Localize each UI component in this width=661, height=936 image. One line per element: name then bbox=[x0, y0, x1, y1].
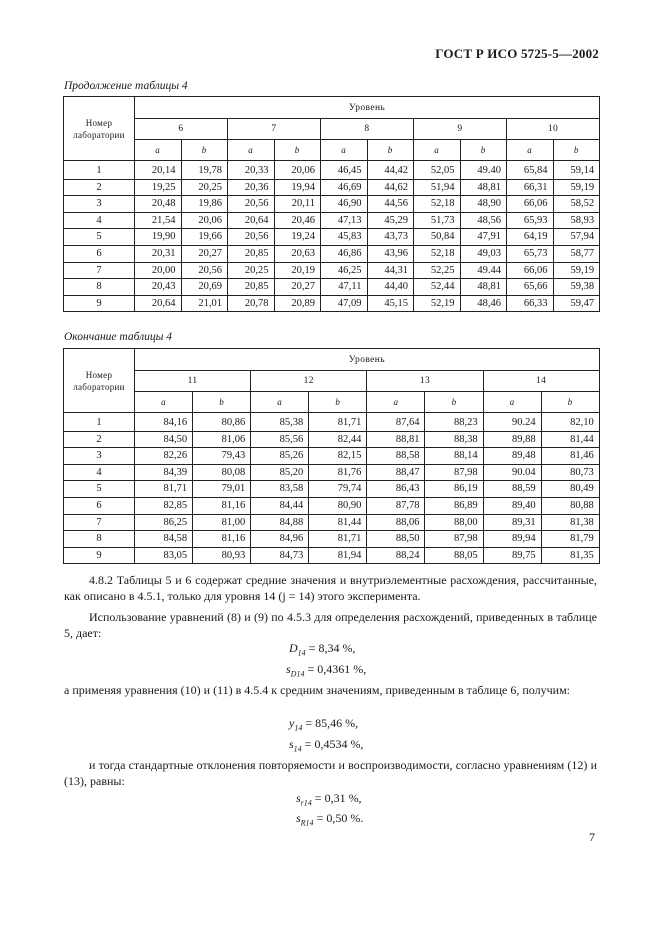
table-row bbox=[64, 161, 600, 180]
subcolumn-a: a bbox=[321, 140, 368, 161]
value-cell: 89,48 bbox=[483, 448, 541, 465]
eq-symbol: s bbox=[289, 737, 294, 751]
value-cell: 89,94 bbox=[483, 531, 541, 548]
equation-d14 bbox=[289, 641, 355, 657]
value-cell: 80,49 bbox=[541, 481, 599, 498]
value-cell: 47,11 bbox=[321, 279, 368, 296]
value-cell: 88,23 bbox=[425, 413, 483, 432]
subcolumn-b: b bbox=[309, 392, 367, 413]
value-cell: 20,14 bbox=[135, 161, 182, 180]
value-cell: 19,94 bbox=[274, 179, 321, 196]
lab-number-cell: 8 bbox=[64, 279, 135, 296]
data-table-part1 bbox=[63, 96, 600, 312]
value-cell: 44,40 bbox=[367, 279, 414, 296]
equation-y14 bbox=[289, 716, 358, 732]
lab-number-cell: 1 bbox=[64, 413, 135, 432]
value-cell: 52,19 bbox=[414, 295, 461, 312]
table-row bbox=[64, 179, 600, 196]
data-table-part2 bbox=[63, 348, 600, 564]
equation-s14 bbox=[289, 737, 363, 753]
value-cell: 20,48 bbox=[135, 196, 182, 213]
value-cell: 46,90 bbox=[321, 196, 368, 213]
lab-number-cell: 6 bbox=[64, 245, 135, 262]
level-number: 14 bbox=[483, 371, 599, 392]
value-cell: 84,73 bbox=[251, 547, 309, 564]
subcolumn-b: b bbox=[193, 392, 251, 413]
value-cell: 20,64 bbox=[228, 212, 275, 229]
value-cell: 83,58 bbox=[251, 481, 309, 498]
subcolumn-a: a bbox=[414, 140, 461, 161]
value-cell: 89,40 bbox=[483, 497, 541, 514]
value-cell: 20,56 bbox=[181, 262, 228, 279]
value-cell: 49.44 bbox=[460, 262, 507, 279]
eq-value: = 0,4361 %, bbox=[304, 662, 367, 676]
eq-symbol: D bbox=[289, 641, 298, 655]
subcolumn-b: b bbox=[367, 140, 414, 161]
lab-number-cell: 9 bbox=[64, 547, 135, 564]
eq-value: = 0,4534 %, bbox=[301, 737, 364, 751]
value-cell: 82,26 bbox=[135, 448, 193, 465]
level-number: 10 bbox=[507, 119, 600, 140]
value-cell: 81,00 bbox=[193, 514, 251, 531]
subcolumn-b: b bbox=[460, 140, 507, 161]
value-cell: 59,19 bbox=[553, 262, 600, 279]
value-cell: 88,58 bbox=[367, 448, 425, 465]
value-cell: 20,78 bbox=[228, 295, 275, 312]
value-cell: 48,90 bbox=[460, 196, 507, 213]
subcolumn-b: b bbox=[541, 392, 599, 413]
eq-value: = 8,34 %, bbox=[305, 641, 356, 655]
table-row bbox=[64, 212, 600, 229]
paragraph-equations-10-11: а применяя уравнения (10) и (11) в 4.5.4 к средним значениям, приведенным в таблице 6, получим: bbox=[64, 683, 570, 697]
value-cell: 88,81 bbox=[367, 431, 425, 448]
table-row bbox=[64, 229, 600, 246]
value-cell: 87,64 bbox=[367, 413, 425, 432]
value-cell: 48,46 bbox=[460, 295, 507, 312]
eq-symbol: y bbox=[289, 716, 295, 730]
table-row bbox=[64, 497, 600, 514]
level-header: Уровень bbox=[135, 349, 600, 371]
value-cell: 44,56 bbox=[367, 196, 414, 213]
paragraph-std-deviations: и тогда стандартные отклонения повторяемости и воспроизводимости, согласно уравнениям (12) и (13), равны: bbox=[64, 758, 597, 788]
value-cell: 20,85 bbox=[228, 279, 275, 296]
value-cell: 20,85 bbox=[228, 245, 275, 262]
table-row bbox=[64, 262, 600, 279]
equation-sR14 bbox=[296, 811, 363, 827]
table-row bbox=[64, 514, 600, 531]
lab-number-cell: 4 bbox=[64, 464, 135, 481]
subcolumn-a: a bbox=[228, 140, 275, 161]
value-cell: 20,63 bbox=[274, 245, 321, 262]
value-cell: 86,25 bbox=[135, 514, 193, 531]
value-cell: 82,85 bbox=[135, 497, 193, 514]
value-cell: 52,44 bbox=[414, 279, 461, 296]
subcolumn-a: a bbox=[135, 392, 193, 413]
table-row bbox=[64, 547, 600, 564]
table-row bbox=[64, 279, 600, 296]
eq-subscript: 14 bbox=[293, 744, 302, 754]
value-cell: 49.40 bbox=[460, 161, 507, 180]
value-cell: 89,75 bbox=[483, 547, 541, 564]
value-cell: 65,73 bbox=[507, 245, 554, 262]
value-cell: 19,66 bbox=[181, 229, 228, 246]
value-cell: 85,26 bbox=[251, 448, 309, 465]
value-cell: 88,59 bbox=[483, 481, 541, 498]
lab-number-header: Номер лаборатории bbox=[64, 349, 135, 413]
value-cell: 87,98 bbox=[425, 464, 483, 481]
value-cell: 81,94 bbox=[309, 547, 367, 564]
value-cell: 81,38 bbox=[541, 514, 599, 531]
value-cell: 66,06 bbox=[507, 262, 554, 279]
value-cell: 79,74 bbox=[309, 481, 367, 498]
value-cell: 80,08 bbox=[193, 464, 251, 481]
value-cell: 50,84 bbox=[414, 229, 461, 246]
value-cell: 59,38 bbox=[553, 279, 600, 296]
value-cell: 58,52 bbox=[553, 196, 600, 213]
table-row bbox=[64, 413, 600, 432]
value-cell: 21,54 bbox=[135, 212, 182, 229]
value-cell: 20,27 bbox=[274, 279, 321, 296]
level-number: 11 bbox=[135, 371, 251, 392]
value-cell: 43,73 bbox=[367, 229, 414, 246]
value-cell: 20,56 bbox=[228, 196, 275, 213]
value-cell: 20,00 bbox=[135, 262, 182, 279]
value-cell: 81,44 bbox=[541, 431, 599, 448]
lab-number-cell: 3 bbox=[64, 196, 135, 213]
value-cell: 66,33 bbox=[507, 295, 554, 312]
lab-number-cell: 2 bbox=[64, 431, 135, 448]
value-cell: 51,73 bbox=[414, 212, 461, 229]
value-cell: 82,15 bbox=[309, 448, 367, 465]
value-cell: 44,62 bbox=[367, 179, 414, 196]
value-cell: 58,77 bbox=[553, 245, 600, 262]
value-cell: 47,13 bbox=[321, 212, 368, 229]
value-cell: 81,44 bbox=[309, 514, 367, 531]
value-cell: 20,46 bbox=[274, 212, 321, 229]
value-cell: 88,14 bbox=[425, 448, 483, 465]
value-cell: 65,93 bbox=[507, 212, 554, 229]
value-cell: 88,38 bbox=[425, 431, 483, 448]
table-caption-end: Окончание таблицы 4 bbox=[64, 331, 172, 343]
value-cell: 64,19 bbox=[507, 229, 554, 246]
value-cell: 81,35 bbox=[541, 547, 599, 564]
value-cell: 88,24 bbox=[367, 547, 425, 564]
value-cell: 44,42 bbox=[367, 161, 414, 180]
value-cell: 84,58 bbox=[135, 531, 193, 548]
lab-number-cell: 2 bbox=[64, 179, 135, 196]
lab-number-cell: 6 bbox=[64, 497, 135, 514]
value-cell: 20,64 bbox=[135, 295, 182, 312]
value-cell: 82,10 bbox=[541, 413, 599, 432]
value-cell: 88,05 bbox=[425, 547, 483, 564]
value-cell: 20,06 bbox=[274, 161, 321, 180]
value-cell: 59,14 bbox=[553, 161, 600, 180]
value-cell: 90.04 bbox=[483, 464, 541, 481]
value-cell: 88,47 bbox=[367, 464, 425, 481]
value-cell: 86,43 bbox=[367, 481, 425, 498]
value-cell: 87,98 bbox=[425, 531, 483, 548]
subcolumn-b: b bbox=[553, 140, 600, 161]
eq-value: = 0,31 %, bbox=[311, 791, 362, 805]
value-cell: 88,50 bbox=[367, 531, 425, 548]
value-cell: 89,88 bbox=[483, 431, 541, 448]
level-header: Уровень bbox=[135, 97, 600, 119]
value-cell: 46,86 bbox=[321, 245, 368, 262]
level-number: 6 bbox=[135, 119, 228, 140]
table-row bbox=[64, 245, 600, 262]
value-cell: 85,38 bbox=[251, 413, 309, 432]
value-cell: 79,43 bbox=[193, 448, 251, 465]
page-number: 7 bbox=[589, 830, 595, 844]
table-row bbox=[64, 431, 600, 448]
value-cell: 20,43 bbox=[135, 279, 182, 296]
lab-number-cell: 5 bbox=[64, 229, 135, 246]
value-cell: 49,03 bbox=[460, 245, 507, 262]
eq-symbol: s bbox=[296, 811, 301, 825]
value-cell: 20,69 bbox=[181, 279, 228, 296]
lab-number-cell: 1 bbox=[64, 161, 135, 180]
value-cell: 52,18 bbox=[414, 196, 461, 213]
value-cell: 45,83 bbox=[321, 229, 368, 246]
eq-subscript: R14 bbox=[300, 818, 314, 828]
table-row bbox=[64, 295, 600, 312]
value-cell: 80,90 bbox=[309, 497, 367, 514]
table-row bbox=[64, 481, 600, 498]
value-cell: 84,44 bbox=[251, 497, 309, 514]
paragraph-4-8-2: 4.8.2 Таблицы 5 и 6 содержат средние значения и внутриэлементные расхождения, рассчитанные, как описано в 4.5.1, только для уровня 14 (j = 14) этого эксперимента. bbox=[64, 573, 597, 603]
value-cell: 84,96 bbox=[251, 531, 309, 548]
value-cell: 81,71 bbox=[309, 531, 367, 548]
lab-number-cell: 4 bbox=[64, 212, 135, 229]
table-row bbox=[64, 196, 600, 213]
value-cell: 81,16 bbox=[193, 531, 251, 548]
value-cell: 43,96 bbox=[367, 245, 414, 262]
value-cell: 84,16 bbox=[135, 413, 193, 432]
value-cell: 45,15 bbox=[367, 295, 414, 312]
value-cell: 81,46 bbox=[541, 448, 599, 465]
value-cell: 88,00 bbox=[425, 514, 483, 531]
level-number: 13 bbox=[367, 371, 483, 392]
value-cell: 58,93 bbox=[553, 212, 600, 229]
value-cell: 19,78 bbox=[181, 161, 228, 180]
value-cell: 20,36 bbox=[228, 179, 275, 196]
value-cell: 20,06 bbox=[181, 212, 228, 229]
value-cell: 52,05 bbox=[414, 161, 461, 180]
value-cell: 86,89 bbox=[425, 497, 483, 514]
value-cell: 85,56 bbox=[251, 431, 309, 448]
eq-symbol: s bbox=[286, 662, 291, 676]
value-cell: 81,71 bbox=[309, 413, 367, 432]
value-cell: 81,71 bbox=[135, 481, 193, 498]
value-cell: 57,94 bbox=[553, 229, 600, 246]
value-cell: 20,89 bbox=[274, 295, 321, 312]
subcolumn-a: a bbox=[135, 140, 182, 161]
lab-number-cell: 9 bbox=[64, 295, 135, 312]
value-cell: 48,56 bbox=[460, 212, 507, 229]
value-cell: 48,81 bbox=[460, 179, 507, 196]
value-cell: 19,25 bbox=[135, 179, 182, 196]
value-cell: 81,79 bbox=[541, 531, 599, 548]
value-cell: 21,01 bbox=[181, 295, 228, 312]
value-cell: 87,78 bbox=[367, 497, 425, 514]
value-cell: 51,94 bbox=[414, 179, 461, 196]
value-cell: 80,93 bbox=[193, 547, 251, 564]
eq-subscript: r14 bbox=[300, 798, 312, 808]
value-cell: 47,09 bbox=[321, 295, 368, 312]
value-cell: 82,44 bbox=[309, 431, 367, 448]
value-cell: 20,19 bbox=[274, 262, 321, 279]
level-number: 9 bbox=[414, 119, 507, 140]
value-cell: 65,66 bbox=[507, 279, 554, 296]
lab-number-cell: 8 bbox=[64, 531, 135, 548]
value-cell: 20,56 bbox=[228, 229, 275, 246]
value-cell: 80,86 bbox=[193, 413, 251, 432]
value-cell: 84,39 bbox=[135, 464, 193, 481]
value-cell: 66,31 bbox=[507, 179, 554, 196]
table-row bbox=[64, 531, 600, 548]
value-cell: 52,25 bbox=[414, 262, 461, 279]
value-cell: 85,20 bbox=[251, 464, 309, 481]
value-cell: 81,06 bbox=[193, 431, 251, 448]
standard-header: ГОСТ Р ИСО 5725-5—2002 bbox=[435, 46, 599, 61]
value-cell: 19,24 bbox=[274, 229, 321, 246]
value-cell: 90.24 bbox=[483, 413, 541, 432]
table-row bbox=[64, 464, 600, 481]
value-cell: 89,31 bbox=[483, 514, 541, 531]
value-cell: 86,19 bbox=[425, 481, 483, 498]
value-cell: 52,18 bbox=[414, 245, 461, 262]
value-cell: 20,33 bbox=[228, 161, 275, 180]
lab-number-cell: 7 bbox=[64, 514, 135, 531]
value-cell: 80,88 bbox=[541, 497, 599, 514]
lab-number-cell: 7 bbox=[64, 262, 135, 279]
value-cell: 59,19 bbox=[553, 179, 600, 196]
value-cell: 20,11 bbox=[274, 196, 321, 213]
value-cell: 20,25 bbox=[228, 262, 275, 279]
value-cell: 44,31 bbox=[367, 262, 414, 279]
value-cell: 81,16 bbox=[193, 497, 251, 514]
value-cell: 80,73 bbox=[541, 464, 599, 481]
subcolumn-a: a bbox=[367, 392, 425, 413]
value-cell: 79,01 bbox=[193, 481, 251, 498]
eq-value: = 85,46 %, bbox=[302, 716, 359, 730]
subcolumn-a: a bbox=[251, 392, 309, 413]
value-cell: 83,05 bbox=[135, 547, 193, 564]
eq-symbol: s bbox=[296, 791, 301, 805]
value-cell: 46,69 bbox=[321, 179, 368, 196]
value-cell: 20,25 bbox=[181, 179, 228, 196]
eq-subscript: 14 bbox=[294, 723, 303, 733]
value-cell: 45,29 bbox=[367, 212, 414, 229]
subcolumn-b: b bbox=[274, 140, 321, 161]
value-cell: 19,86 bbox=[181, 196, 228, 213]
lab-number-cell: 3 bbox=[64, 448, 135, 465]
value-cell: 59,47 bbox=[553, 295, 600, 312]
subcolumn-a: a bbox=[507, 140, 554, 161]
level-number: 12 bbox=[251, 371, 367, 392]
value-cell: 20,31 bbox=[135, 245, 182, 262]
subcolumn-b: b bbox=[425, 392, 483, 413]
value-cell: 84,88 bbox=[251, 514, 309, 531]
level-number: 8 bbox=[321, 119, 414, 140]
value-cell: 47,91 bbox=[460, 229, 507, 246]
value-cell: 65,84 bbox=[507, 161, 554, 180]
eq-subscript: 14 bbox=[297, 648, 306, 658]
value-cell: 19,90 bbox=[135, 229, 182, 246]
value-cell: 88,06 bbox=[367, 514, 425, 531]
table-row bbox=[64, 448, 600, 465]
lab-number-cell: 5 bbox=[64, 481, 135, 498]
lab-number-header: Номер лаборатории bbox=[64, 97, 135, 161]
equation-sd14 bbox=[286, 662, 366, 678]
level-number: 7 bbox=[228, 119, 321, 140]
table-caption-continuation: Продолжение таблицы 4 bbox=[64, 80, 188, 92]
value-cell: 84,50 bbox=[135, 431, 193, 448]
subcolumn-b: b bbox=[181, 140, 228, 161]
value-cell: 20,27 bbox=[181, 245, 228, 262]
value-cell: 48,81 bbox=[460, 279, 507, 296]
value-cell: 46,25 bbox=[321, 262, 368, 279]
value-cell: 46,45 bbox=[321, 161, 368, 180]
value-cell: 81,76 bbox=[309, 464, 367, 481]
equation-sr14 bbox=[296, 791, 362, 807]
eq-subscript: D14 bbox=[290, 669, 305, 679]
paragraph-equations-8-9: Использование уравнений (8) и (9) по 4.5.3 для определения расхождений, приведенных в таблице 5, дает: bbox=[64, 610, 597, 640]
eq-value: = 0,50 %. bbox=[313, 811, 364, 825]
value-cell: 66,06 bbox=[507, 196, 554, 213]
subcolumn-a: a bbox=[483, 392, 541, 413]
